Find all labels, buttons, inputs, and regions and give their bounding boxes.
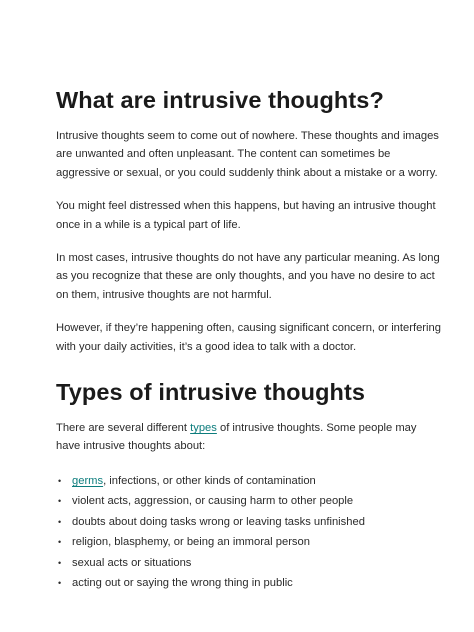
list-item: [56, 513, 456, 531]
paragraph-line: You might feel distressed when this happens, but having an intrusive thought: [56, 200, 436, 213]
bullet-icon: •: [58, 537, 62, 548]
article-body: [56, 84, 456, 595]
bullet-icon: •: [58, 578, 62, 589]
heading-types-of-intrusive-thoughts: Types of intrusive thoughts: [56, 379, 366, 406]
paragraph-line: on them, intrusive thoughts are not harmful.: [56, 288, 272, 301]
paragraph-line: with your daily activities, it’s a good idea to talk with a doctor.: [56, 340, 357, 353]
bullet-icon: •: [58, 475, 62, 486]
germs-link[interactable]: germs: [72, 474, 104, 487]
paragraph-line: However, if they’re happening often, causing significant concern, or interfering: [56, 322, 441, 335]
list-item-text: sexual acts or situations: [72, 556, 192, 569]
bullet-icon: •: [58, 557, 62, 568]
paragraph-line: as you recognize that these are only thoughts, and you have no desire to act: [56, 270, 435, 283]
paragraph-line: aggressive or sexual, or you could suddenly think about a mistake or a worry.: [56, 166, 438, 179]
list-item-text: doubts about doing tasks wrong or leaving tasks unfinished: [72, 515, 365, 528]
types-link[interactable]: types: [190, 422, 217, 435]
intro-text-before-link: There are several different: [56, 422, 191, 435]
paragraph-intro: [56, 127, 456, 182]
list-item-germs: [56, 472, 456, 490]
intro-text-after-link: of intrusive thoughts. Some people may: [216, 422, 417, 435]
paragraph-line: are unwanted and often unpleasant. The content can sometimes be: [56, 148, 391, 161]
bullet-icon: •: [58, 516, 62, 527]
paragraph-line: have intrusive thoughts about:: [56, 440, 206, 453]
list-item: [56, 574, 456, 592]
paragraph-line: In most cases, intrusive thoughts do not have any particular meaning. As long: [56, 252, 440, 265]
paragraph-line: Intrusive thoughts seem to come out of nowhere. These thoughts and images: [56, 130, 439, 142]
list-item-text: religion, blasphemy, or being an immoral person: [72, 536, 310, 549]
intrusive-thought-types-list: [56, 472, 456, 593]
list-item-text: violent acts, aggression, or causing harm to other people: [72, 495, 354, 508]
bullet-icon: •: [58, 496, 62, 507]
paragraph-line: [56, 419, 456, 437]
list-item: [56, 492, 456, 510]
paragraph-distressed: [56, 197, 456, 234]
list-item: [56, 533, 456, 551]
list-item-text: acting out or saying the wrong thing in public: [72, 577, 293, 590]
paragraph-meaning: [56, 249, 456, 304]
paragraph-types-intro: [56, 419, 456, 456]
paragraph-line: once in a while is a typical part of life.: [56, 218, 241, 231]
list-item: [56, 554, 456, 572]
list-item-text: , infections, or other kinds of contamination: [103, 474, 316, 487]
heading-what-are-intrusive-thoughts: What are intrusive thoughts?: [56, 87, 384, 113]
paragraph-see-doctor: [56, 319, 456, 356]
